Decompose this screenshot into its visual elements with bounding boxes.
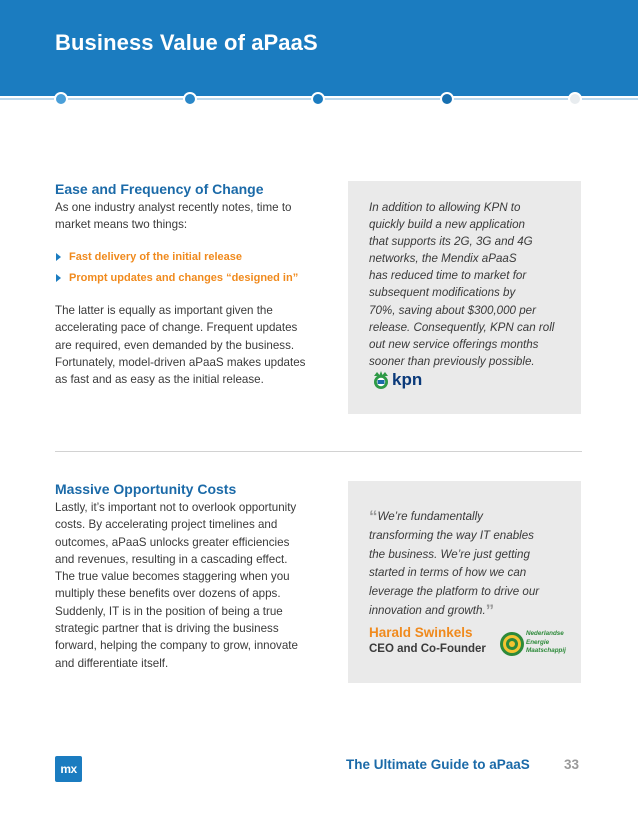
section-heading-ease-of-change: Ease and Frequency of Change	[55, 181, 264, 197]
text-line: networks, the Mendix aPaaS	[369, 252, 517, 266]
text-line: has reduced time to market for	[369, 269, 527, 283]
close-quote-mark: ”	[485, 600, 495, 620]
quote-callout-box	[348, 481, 581, 683]
text-line: In addition to allowing KPN to	[369, 201, 521, 214]
quote-text	[369, 508, 569, 621]
section-divider	[55, 451, 582, 452]
text-line: Energie	[526, 638, 550, 646]
nem-logo-text	[526, 630, 566, 656]
open-quote-mark: “	[369, 507, 378, 526]
section-body	[55, 302, 323, 388]
timeline-dot	[311, 92, 325, 106]
text-line: forward, helping the company to grow, innovate	[55, 639, 298, 653]
timeline-dot	[440, 92, 454, 106]
bullet-item	[55, 269, 335, 290]
text-line: strategic partner that is driving the business	[55, 622, 279, 636]
text-line: market means two things:	[55, 218, 188, 232]
timeline-dot	[183, 92, 197, 106]
text-line: We’re fundamentally	[377, 510, 483, 523]
quote-author-role: CEO and Co-Founder	[369, 643, 486, 655]
kpn-logo	[370, 369, 450, 391]
text-line: the business. We’re just getting	[369, 547, 530, 561]
text-line: are required, even demanded by the business.	[55, 338, 295, 352]
triangle-bullet-icon	[56, 274, 61, 282]
nem-logo	[499, 627, 567, 661]
text-line: Suddenly, IT is in the position of being a true	[55, 604, 283, 618]
section-body	[55, 499, 323, 672]
text-line: that supports its 2G, 3G and 4G	[369, 235, 533, 249]
page-title: Business Value of aPaaS	[55, 30, 318, 55]
bullet-list	[55, 248, 335, 290]
text-line: The latter is equally as important given the	[55, 304, 273, 317]
text-line: The true value becomes staggering when you	[55, 570, 290, 584]
text-line: subsequent modifications by	[369, 286, 516, 300]
text-line: and revenues, resulting in a cascading effect.	[55, 552, 288, 566]
text-line: started in terms of how we can	[369, 566, 527, 580]
text-line: Nederlandse	[526, 630, 564, 637]
kpn-crown-icon	[370, 369, 392, 391]
text-line: sooner than previously possible.	[369, 354, 535, 368]
text-line: costs. By accelerating project timelines and	[55, 518, 278, 532]
kpn-callout-box	[348, 181, 581, 414]
bullet-item	[55, 248, 335, 269]
kpn-logo-text: kpn	[392, 370, 423, 389]
text-line: Fortunately, model-driven aPaaS makes updates	[55, 355, 306, 369]
text-line: accelerating pace of change. Frequent updates	[55, 321, 298, 335]
text-line: leverage the platform to drive our	[369, 585, 540, 599]
timeline-dot	[568, 92, 582, 106]
text-line: transforming the way IT enables	[369, 528, 534, 542]
timeline-dot	[54, 92, 68, 106]
text-line: As one industry analyst recently notes, time to	[55, 201, 292, 214]
text-line: and differentiate itself.	[55, 656, 169, 670]
nem-emblem-icon	[499, 631, 525, 657]
text-line: as fast and as easy as the initial release.	[55, 373, 264, 387]
text-line: outcomes, aPaaS unlocks greater efficiencies	[55, 535, 290, 549]
text-line: 70%, saving about $300,000 per	[369, 303, 536, 317]
text-line: Maatschappij	[526, 647, 566, 655]
triangle-bullet-icon	[56, 253, 61, 261]
timeline	[0, 92, 638, 106]
section-intro	[55, 199, 323, 234]
mendix-logo: mx	[55, 756, 82, 782]
text-line: innovation and growth.	[369, 603, 486, 617]
text-line: Lastly, it’s important not to overlook opportunity	[55, 501, 297, 514]
callout-text	[369, 199, 569, 370]
bullet-text: Prompt updates and changes “designed in”	[69, 272, 299, 284]
page-number: 33	[564, 757, 580, 772]
text-line: quickly build a new application	[369, 218, 525, 232]
text-line: out new service offerings months	[369, 337, 539, 351]
section-heading-opportunity-costs: Massive Opportunity Costs	[55, 481, 237, 497]
quote-author-name: Harald Swinkels	[369, 625, 473, 640]
text-line: release. Consequently, KPN can roll	[369, 320, 555, 334]
text-line: multiply these benefits over dozens of apps.	[55, 587, 281, 601]
bullet-text: Fast delivery of the initial release	[69, 251, 243, 263]
footer-title: The Ultimate Guide to aPaaS	[346, 757, 530, 772]
page-header	[0, 0, 638, 96]
